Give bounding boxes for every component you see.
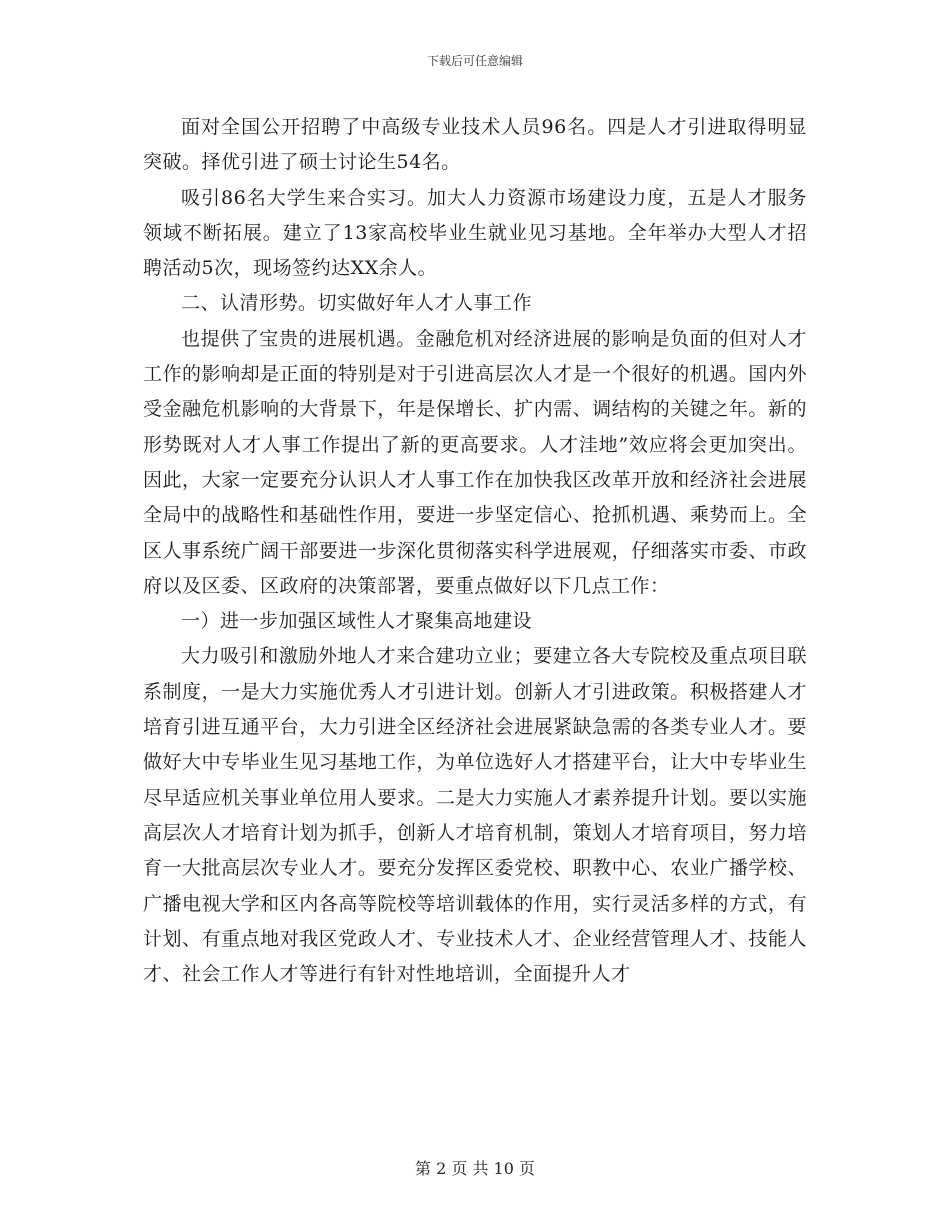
page-header: 下载后可任意编辑 [426, 54, 523, 68]
page-footer: 第 2 页 共 10 页 [415, 1159, 535, 1178]
paragraph: 大力吸引和激励外地人才来合建功立业；要建立各大专院校及重点项目联系制度，一是大力实施优秀人才引进计划。创新人才引进政策。积极搭建人才培育引进互通平台，大力引进全区经济社会进展紧缺急需的各类专业人才。要做好大中专毕业生见习基地工作，为单位选好人才搭建平台，让大中专毕业生尽早适应机关事业单位用人要求。二是大力实施人才素养提升计划。要以实施高层次人才培育计划为抓手，创新人才培育机制，策划人才培育项目，努力培育一大批高层次专业人才。要充分发挥区委党校、职教中心、农业广播学校、广播电视大学和区内各高等院校等培训载体的作用，实行灵活多样的方式，有计划、有重点地对我区党政人才、专业技术人才、企业经营管理人才、技能人才、社会工作人才等进行有针对性地培训，全面提升人才 [143, 645, 807, 986]
subsection-heading: 一）进一步加强区域性人才聚集高地建设 [181, 610, 533, 633]
paragraph: 吸引86名大学生来合实习。加大人力资源市场建设力度，五是人才服务领域不断拓展。建立了13家高校毕业生就业见习基地。全年举办大型人才招聘活动5次，现场签约达XX余人。 [143, 186, 807, 280]
paragraph: 面对全国公开招聘了中高级专业技术人员96名。四是人才引进取得明显突破。择优引进了硕士讨论生54名。 [143, 116, 807, 174]
section-heading: 二、认清形势。切实做好年人才人事工作 [181, 292, 533, 315]
document-body [143, 110, 807, 992]
paragraph: 也提供了宝贵的进展机遇。金融危机对经济进展的影响是负面的但对人才工作的影响却是正面的特别是对于引进高层次人才是一个很好的机遇。国内外受金融危机影响的大背景下，年是保增长、扩内需、调结构的关键之年。新的形势既对人才人事工作提出了新的更高要求。人才洼地”效应将会更加突出。因此，大家一定要充分认识人才人事工作在加快我区改革开放和经济社会进展全局中的战略性和基础性作用，要进一步坚定信心、抢抓机遇、乘势而上。全区人事系统广阔干部要进一步深化贯彻落实科学进展观，仔细落实市委、市政府以及区委、区政府的决策部署，要重点做好以下几点工作： [143, 327, 807, 597]
